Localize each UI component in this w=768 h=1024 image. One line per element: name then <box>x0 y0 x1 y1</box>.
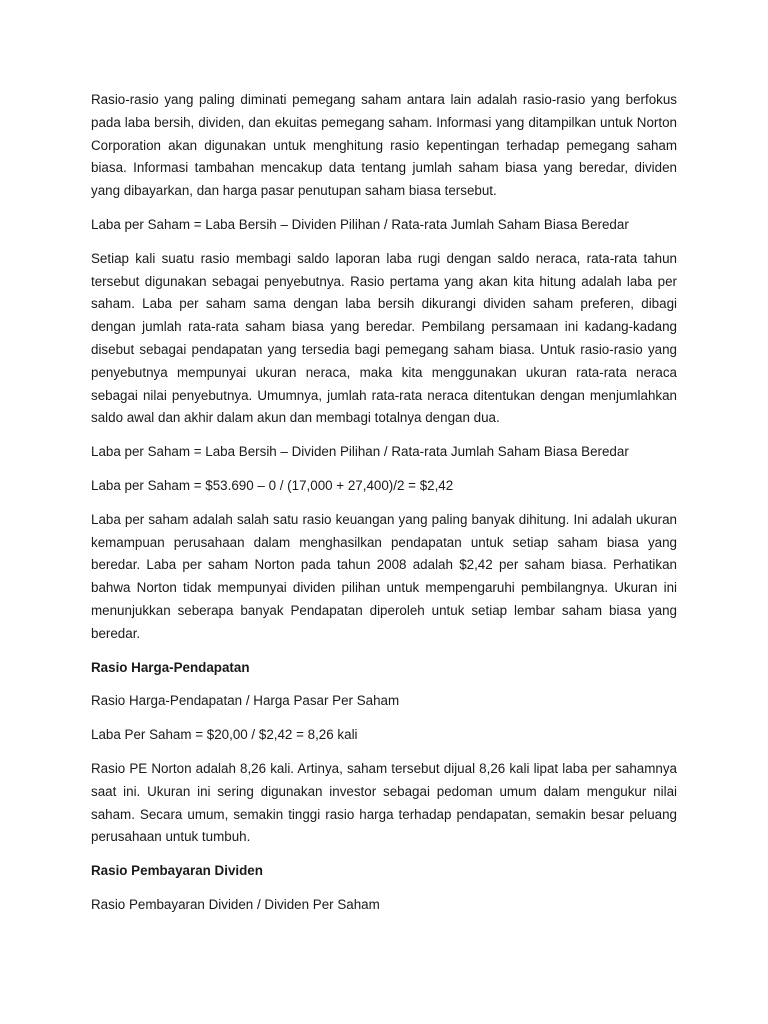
eps-explanation-paragraph: Setiap kali suatu rasio membagi saldo laporan laba rugi dengan saldo neraca, rata-rata tahun tersebut digunakan sebagai penyebutnya. Rasio pertama yang akan kita hitung adalah laba per saham. Laba per saham sama dengan laba bersih dikurangi dividen saham preferen, dibagi dengan jumlah rata-rata saham biasa yang beredar. Pembilang persamaan ini kadang-kadang disebut sebagai pendapatan yang tersedia bagi pemegang saham biasa. Untuk rasio-rasio yang penyebutnya mempunyai ukuran neraca, maka kita menggunakan ukuran rata-rata neraca sebagai nilai penyebutnya. Umumnya, jumlah rata-rata neraca ditentukan dengan menjumlahkan saldo awal dan akhir dalam akun dan membagi totalnya dengan dua. <box>91 250 677 426</box>
pe-ratio-calculation: Laba Per Saham = $20,00 / $2,42 = 8,26 kali <box>91 727 358 743</box>
intro-paragraph: Rasio-rasio yang paling diminati pemegang saham antara lain adalah rasio-rasio yang berfokus pada laba bersih, dividen, dan ekuitas pemegang saham. Informasi yang ditampilkan untuk Norton Corporation akan digunakan untuk menghitung rasio kepentingan terhadap pemegang saham biasa. Informasi tambahan mencakup data tentang jumlah saham biasa yang beredar, dividen yang dibayarkan, dan harga pasar penutupan saham biasa tersebut. <box>91 92 677 199</box>
document-page <box>91 89 677 928</box>
eps-calculation: Laba per Saham = $53.690 – 0 / (17,000 + 27,400)/2 = $2,42 <box>91 477 454 493</box>
eps-formula-repeat: Laba per Saham = Laba Bersih – Dividen Pilihan / Rata-rata Jumlah Saham Biasa Beredar <box>91 444 629 460</box>
dividend-payout-formula: Rasio Pembayaran Dividen / Dividen Per Saham <box>91 896 380 912</box>
dividend-payout-heading: Rasio Pembayaran Dividen <box>91 863 263 879</box>
pe-ratio-heading: Rasio Harga-Pendapatan <box>91 659 250 675</box>
pe-ratio-paragraph: Rasio PE Norton adalah 8,26 kali. Artinya, saham tersebut dijual 8,26 kali lipat laba per sahamnya saat ini. Ukuran ini sering digunakan investor sebagai pedoman umum dalam mengukur nilai saham. Secara umum, semakin tinggi rasio harga terhadap pendapatan, semakin besar peluang perusahaan untuk tumbuh. <box>91 760 677 845</box>
pe-ratio-formula: Rasio Harga-Pendapatan / Harga Pasar Per Saham <box>91 693 400 709</box>
eps-formula: Laba per Saham = Laba Bersih – Dividen Pilihan / Rata-rata Jumlah Saham Biasa Beredar <box>91 216 629 232</box>
eps-interpretation-paragraph: Laba per saham adalah salah satu rasio keuangan yang paling banyak dihitung. Ini adalah ukuran kemampuan perusahaan dalam menghasilkan pendapatan untuk setiap saham biasa yang beredar. Laba per saham Norton pada tahun 2008 adalah $2,42 per saham biasa. Perhatikan bahwa Norton tidak mempunyai dividen pilihan untuk mempengaruhi pembilangnya. Ukuran ini menunjukkan seberapa banyak Pendapatan diperoleh untuk setiap lembar saham biasa yang beredar. <box>91 511 677 641</box>
